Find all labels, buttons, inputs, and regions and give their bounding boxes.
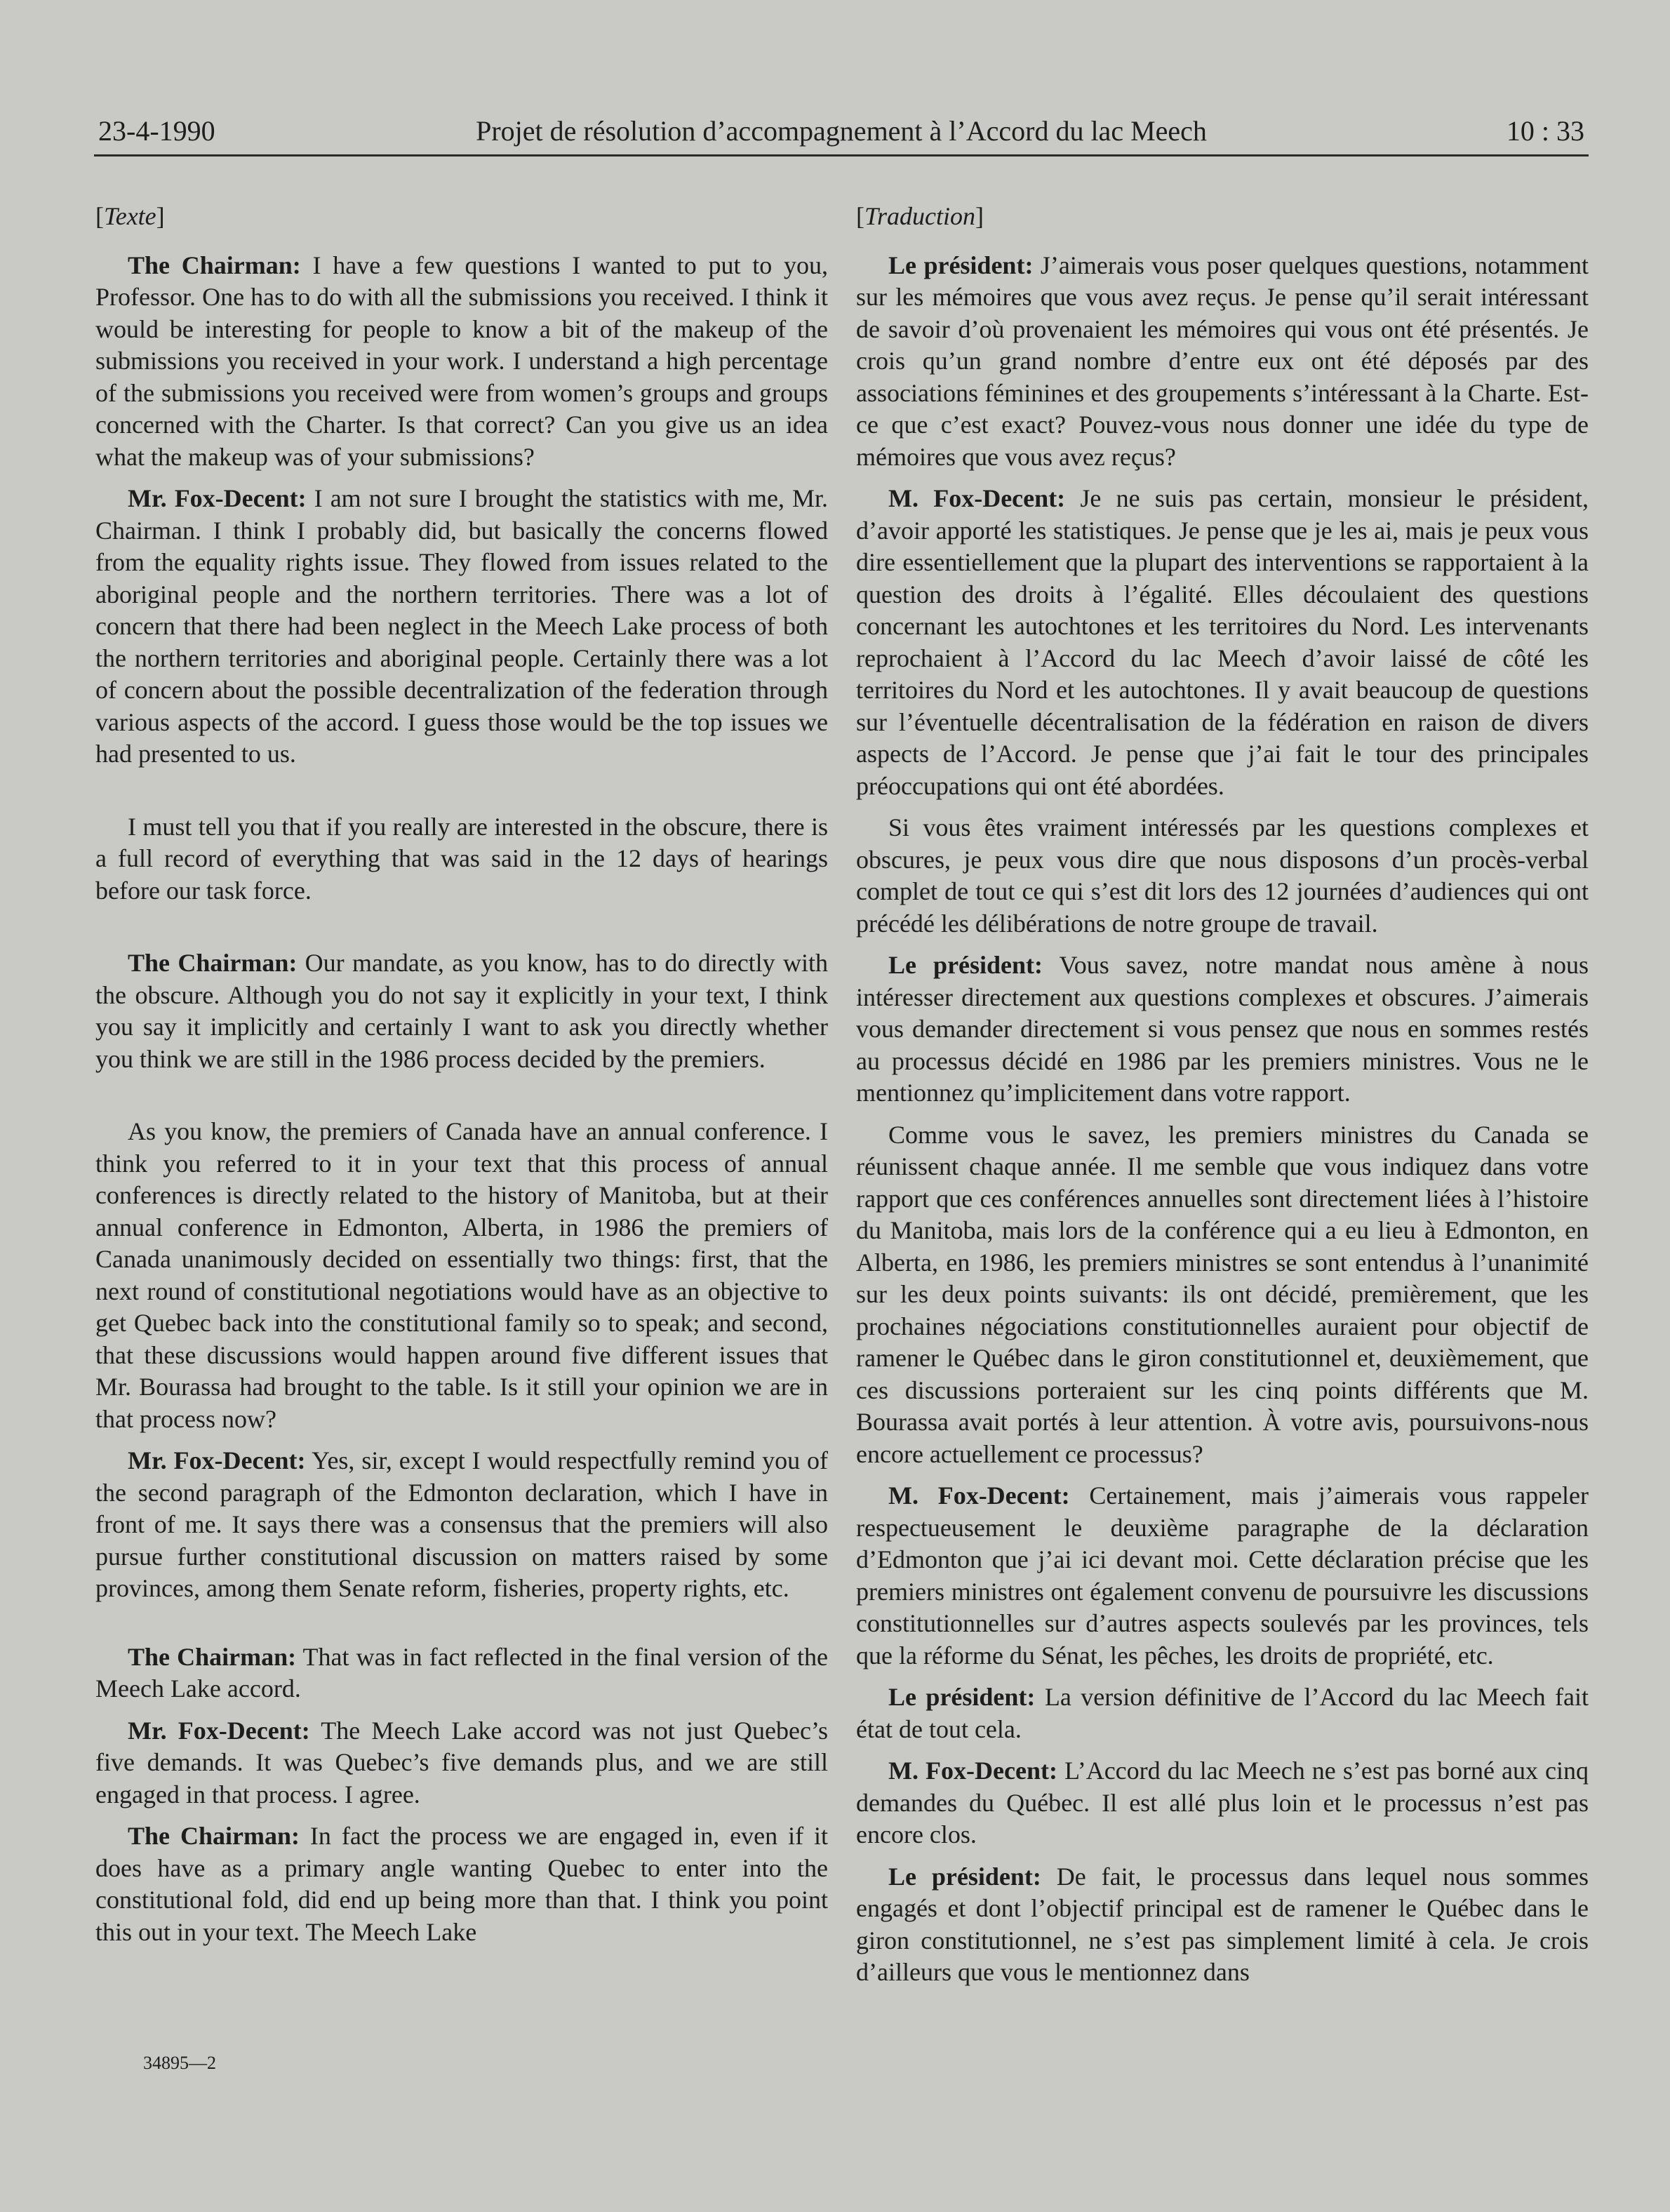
speaker-name: Mr. Fox-Decent: xyxy=(128,1446,306,1474)
paragraph-text: Je ne suis pas certain, monsieur le président, d’avoir apporté les statistiques. Je pense que je les ai, mais je peux vous dire essentiellement que la plupart des interventions se rapportaient à la question des droits à l’égalité. Elles découlaient des questions concernant les autochtones et les territoires du Nord. Les intervenants reprochaient à l’Accord du lac Meech d’avoir laissé de côté les territoires du Nord et les autochtones. Il y avait beaucoup de questions sur l’éventuelle décentralisation de la fédération en raison de divers aspects de l’Accord. Je pense que j’ai fait le tour des principales préoccupations qui ont été abordées. xyxy=(856,484,1589,800)
speaker-name: The Chairman: xyxy=(128,1822,300,1850)
speaker-name: M. Fox-Decent: xyxy=(888,1481,1070,1510)
speaker-name: Mr. Fox-Decent: xyxy=(128,1716,310,1745)
paragraph xyxy=(856,483,1589,802)
paragraph-text: La version définitive de l’Accord du lac Meech fait état de tout cela. xyxy=(856,1683,1589,1743)
paragraph xyxy=(856,1681,1589,1745)
spacer xyxy=(95,917,828,947)
paragraph xyxy=(856,250,1589,474)
paragraph xyxy=(856,1480,1589,1672)
speaker-name: Le président: xyxy=(888,951,1043,979)
paragraph-text: De fait, le processus dans lequel nous sommes engagés et dont l’objectif principal est de ramener le Québec dans le giron constitutionnel, ne s’est pas simplement limité à cela. Je crois d’ailleurs que vous le mentionnez dans xyxy=(856,1862,1589,1986)
paragraph xyxy=(95,1641,828,1705)
paragraph xyxy=(95,811,828,907)
column-tag-traduction: [ Traduction ] xyxy=(856,201,1589,233)
english-column xyxy=(95,201,828,1958)
paragraph xyxy=(95,1445,828,1605)
speaker-name: Le président: xyxy=(888,251,1034,279)
paragraph-text: I have a few questions I wanted to put to you, Professor. One has to do with all the submissions you received. I think it would be interesting for people to know a bit of the makeup of the submissions you received in your work. I understand a high percentage of the submissions you received were from women’s groups and groups concerned with the Charter. Is that correct? Can you give us an idea what the makeup was of your submissions? xyxy=(95,251,829,471)
paragraph xyxy=(856,1755,1589,1851)
column-tag-texte: [ Texte ] xyxy=(95,201,828,233)
paragraph-text: In fact the process we are engaged in, even if it does have as a primary angle wanting Quebec to enter into the constitutional fold, did end up being more than that. I think you point this out in your text. The Meech Lake xyxy=(95,1822,828,1946)
paragraph-text: Vous savez, notre mandat nous amène à nous intéresser directement aux questions complexes et obscures. J’aimerais vous demander directement si vous pensez que nous en sommes restés au processus décidé en 1986 par les premiers ministres. Vous ne le mentionnez qu’implicitement dans votre rapport. xyxy=(856,951,1589,1107)
paragraph-text: I must tell you that if you really are interested in the obscure, there is a full record of everything that was said in the 12 days of hearings before our task force. xyxy=(95,812,828,905)
spacer xyxy=(95,1615,828,1641)
paragraph xyxy=(95,250,828,474)
footer-code: 34895—2 xyxy=(143,2053,216,2073)
paragraph xyxy=(95,947,828,1075)
paragraph-text: Si vous êtes vraiment intéressés par les questions complexes et obscures, je peux vous dire que nous disposons d’un procès-verbal complet de tout ce qui s’est dit lors des 12 journées d’audiences qui ont précédé les délibérations de notre groupe de travail. xyxy=(856,813,1589,938)
paragraph-text: L’Accord du lac Meech ne s’est pas borné aux cinq demandes du Québec. Il est allé plus loin et le processus n’est pas encore clos. xyxy=(856,1757,1589,1848)
speaker-name: M. Fox-Decent: xyxy=(888,484,1066,512)
paragraph-text: I am not sure I brought the statistics with me, Mr. Chairman. I think I probably did, but basically the concerns flowed from the equality rights issue. They flowed from issues related to the aboriginal people and the northern territories. There was a lot of concern that there had been neglect in the Meech Lake process of both the northern territories and aboriginal people. Certainly there was a lot of concern about the possible decentralization of the federation through various aspects of the accord. I guess those would be the top issues we had presented to us. xyxy=(95,484,828,768)
speaker-name: The Chairman: xyxy=(128,251,301,279)
french-column xyxy=(856,201,1589,1999)
paragraph xyxy=(856,1119,1589,1471)
paragraph xyxy=(856,812,1589,940)
paragraph xyxy=(856,1861,1589,1989)
header-page-number: 10 : 33 xyxy=(1506,115,1584,147)
speaker-name: Le président: xyxy=(888,1683,1036,1711)
paragraph-text: Our mandate, as you know, has to do directly with the obscure. Although you do not say it explicitly in your text, I think you say it implicitly and certainly I want to ask you directly whether you think we are still in the 1986 process decided by the premiers. xyxy=(95,949,828,1073)
spacer xyxy=(95,780,828,811)
paragraph-text: Comme vous le savez, les premiers ministres du Canada se réunissent chaque année. Il me semble que vous indiquez dans votre rapport que ces conférences annuelles sont directement liées à l’histoire du Manitoba, mais lors de la conférence qui a eu lieu à Edmonton, en Alberta, en 1986, les premiers ministres se sont entendus à l’unanimité sur les deux points suivants: ils ont décidé, premièrement, que les prochaines négociations constitutionnelles auraient pour objectif de ramener le Québec dans le giron constitutionnel et, deuxièmement, que ces discussions porteraient sur les cinq points différents que M. Bourassa avait portés à leur attention. À votre avis, poursuivons-nous encore actuellement ce processus? xyxy=(856,1120,1589,1468)
paragraph-text: That was in fact reflected in the final version of the Meech Lake accord. xyxy=(95,1642,829,1703)
header-date: 23-4-1990 xyxy=(98,115,215,147)
speaker-name: The Chairman: xyxy=(128,949,298,977)
running-header xyxy=(94,111,1589,156)
paragraph-text: The Meech Lake accord was not just Quebec’s five demands. It was Quebec’s five demands plus, and we are still engaged in that process. I agree. xyxy=(95,1716,828,1808)
paragraph-text: Yes, sir, except I would respectfully remind you of the second paragraph of the Edmonton declaration, which I have in front of me. It says there was a consensus that the premiers will also pursue further constitutional discussion on matters raised by some provinces, among them Senate reform, fisheries, property rights, etc. xyxy=(95,1446,829,1602)
paragraph xyxy=(856,950,1589,1110)
speaker-name: Le président: xyxy=(888,1862,1041,1891)
paragraph xyxy=(95,483,828,771)
paragraph-text: As you know, the premiers of Canada have an annual conference. I think you referred to it in your text that this process of annual conferences is directly related to the history of Manitoba, but at their annual conference in Edmonton, Alberta, in 1986 the premiers of Canada unanimously decided on essentially two things: first, that the next round of constitutional negotiations would have as an objective to get Quebec back into the constitutional family so to speak; and second, that these discussions would happen around five different issues that Mr. Bourassa had brought to the table. Is it still your opinion we are in that process now? xyxy=(95,1117,828,1433)
spacer xyxy=(95,1085,828,1116)
paragraph xyxy=(95,1715,828,1811)
paragraph-text: J’aimerais vous poser quelques questions, notamment sur les mémoires que vous avez reçus. Je pense qu’il serait intéressant de savoir d’où provenaient les mémoires qui vous ont été présentés. Je crois qu’un grand nombre d’entre eux ont été déposés par des associations féminines et des groupements s’intéressant à la Charte. Est-ce que c’est exact? Pouvez-vous nous donner une idée du type de mémoires que vous avez reçus? xyxy=(856,251,1589,471)
speaker-name: The Chairman: xyxy=(128,1642,297,1671)
paragraph xyxy=(95,1820,828,1948)
speaker-name: M. Fox-Decent: xyxy=(888,1757,1057,1785)
paragraph xyxy=(95,1116,828,1435)
speaker-name: Mr. Fox-Decent: xyxy=(128,484,307,512)
header-title: Projet de résolution d’accompagnement à l’Accord du lac Meech xyxy=(476,115,1207,147)
paragraph-text: Certainement, mais j’aimerais vous rappeler respectueusement le deuxième paragraphe de la déclaration d’Edmonton que j’ai ici devant moi. Cette déclaration précise que les premiers ministres ont également convenu de poursuivre les discussions constitutionnelles sur d’autres aspects soulevés par les provinces, tels que la réforme du Sénat, les pêches, les droits de propriété, etc. xyxy=(856,1481,1589,1670)
